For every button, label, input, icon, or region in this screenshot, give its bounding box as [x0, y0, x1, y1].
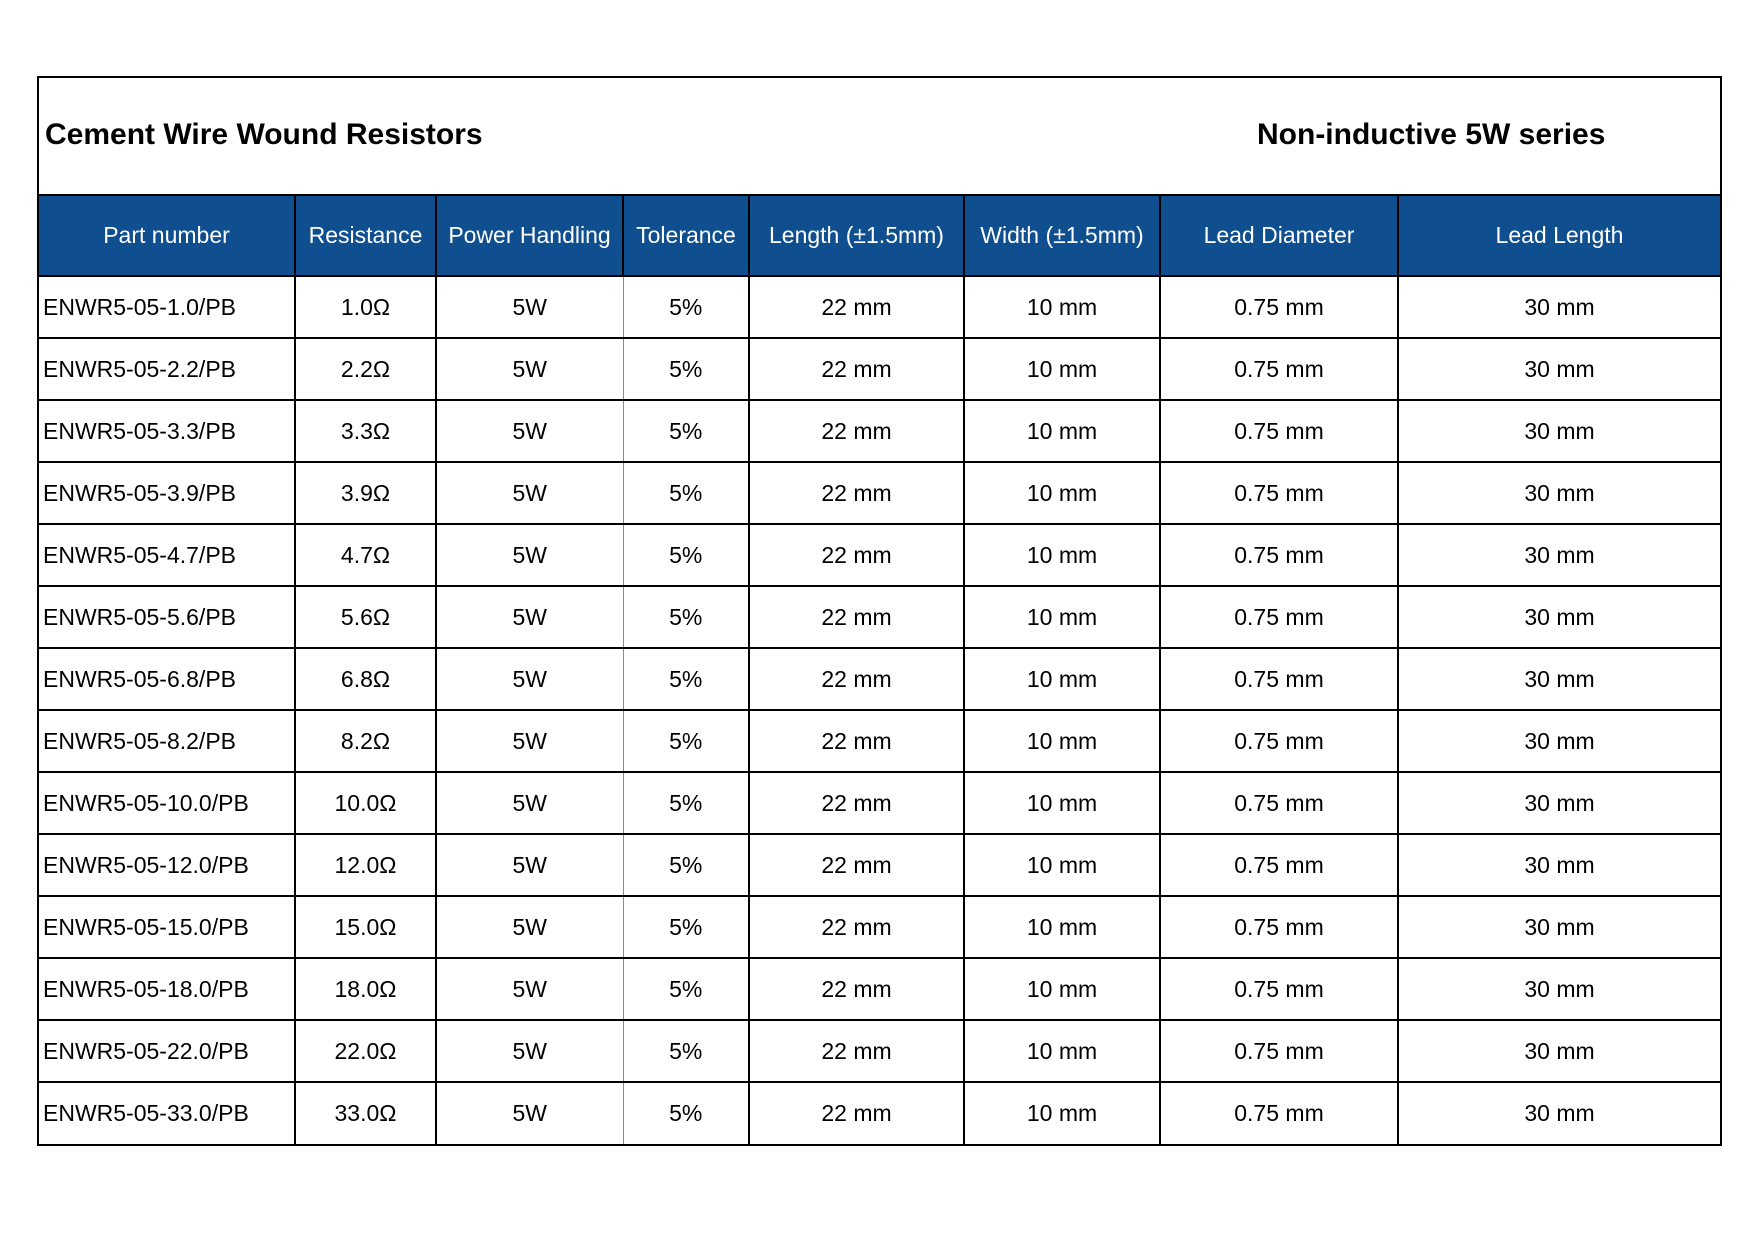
width-cell: 10 mm: [964, 524, 1160, 586]
width-cell: 10 mm: [964, 586, 1160, 648]
lead-length-cell: 30 mm: [1398, 896, 1720, 958]
tolerance-cell: 5%: [623, 1082, 749, 1144]
part-number-cell: ENWR5-05-8.2/PB: [39, 710, 295, 772]
length-cell: 22 mm: [749, 958, 964, 1020]
resistance-cell: 5.6Ω: [295, 586, 436, 648]
lead-diameter-cell: 0.75 mm: [1160, 710, 1398, 772]
width-cell: 10 mm: [964, 648, 1160, 710]
lead-length-cell: 30 mm: [1398, 772, 1720, 834]
width-cell: 10 mm: [964, 338, 1160, 400]
header-part-number: Part number: [39, 196, 295, 276]
tolerance-cell: 5%: [623, 648, 749, 710]
power-cell: 5W: [436, 524, 623, 586]
tolerance-cell: 5%: [623, 462, 749, 524]
table-row: [39, 710, 1720, 772]
lead-length-cell: 30 mm: [1398, 462, 1720, 524]
lead-length-cell: 30 mm: [1398, 338, 1720, 400]
lead-length-cell: 30 mm: [1398, 958, 1720, 1020]
power-cell: 5W: [436, 896, 623, 958]
table-row: [39, 834, 1720, 896]
table-row: [39, 896, 1720, 958]
part-number-cell: ENWR5-05-4.7/PB: [39, 524, 295, 586]
resistance-cell: 15.0Ω: [295, 896, 436, 958]
resistor-spec-sheet: [37, 76, 1722, 1146]
width-cell: 10 mm: [964, 276, 1160, 338]
table-row: [39, 1082, 1720, 1144]
length-cell: 22 mm: [749, 896, 964, 958]
resistance-cell: 1.0Ω: [295, 276, 436, 338]
tolerance-cell: 5%: [623, 772, 749, 834]
table-row: [39, 462, 1720, 524]
lead-diameter-cell: 0.75 mm: [1160, 958, 1398, 1020]
header-power-handling: Power Handling: [436, 196, 623, 276]
part-number-cell: ENWR5-05-3.3/PB: [39, 400, 295, 462]
power-cell: 5W: [436, 338, 623, 400]
header-width: Width (±1.5mm): [964, 196, 1160, 276]
width-cell: 10 mm: [964, 1020, 1160, 1082]
part-number-cell: ENWR5-05-33.0/PB: [39, 1082, 295, 1144]
document-title: Cement Wire Wound Resistors: [45, 118, 483, 151]
header-lead-length: Lead Length: [1398, 196, 1720, 276]
lead-diameter-cell: 0.75 mm: [1160, 586, 1398, 648]
length-cell: 22 mm: [749, 1082, 964, 1144]
header-resistance: Resistance: [295, 196, 436, 276]
header-row: [39, 196, 1720, 276]
power-cell: 5W: [436, 710, 623, 772]
header-tolerance: Tolerance: [623, 196, 749, 276]
length-cell: 22 mm: [749, 1020, 964, 1082]
tolerance-cell: 5%: [623, 276, 749, 338]
lead-length-cell: 30 mm: [1398, 400, 1720, 462]
resistance-cell: 6.8Ω: [295, 648, 436, 710]
resistance-cell: 8.2Ω: [295, 710, 436, 772]
table-body: [39, 276, 1720, 1144]
table-row: [39, 958, 1720, 1020]
lead-length-cell: 30 mm: [1398, 276, 1720, 338]
table-row: [39, 586, 1720, 648]
lead-diameter-cell: 0.75 mm: [1160, 524, 1398, 586]
resistance-cell: 10.0Ω: [295, 772, 436, 834]
table-row: [39, 338, 1720, 400]
power-cell: 5W: [436, 648, 623, 710]
resistance-cell: 2.2Ω: [295, 338, 436, 400]
part-number-cell: ENWR5-05-3.9/PB: [39, 462, 295, 524]
lead-length-cell: 30 mm: [1398, 1020, 1720, 1082]
width-cell: 10 mm: [964, 834, 1160, 896]
title-band: [39, 78, 1720, 196]
lead-length-cell: 30 mm: [1398, 586, 1720, 648]
resistance-cell: 22.0Ω: [295, 1020, 436, 1082]
lead-diameter-cell: 0.75 mm: [1160, 400, 1398, 462]
lead-diameter-cell: 0.75 mm: [1160, 896, 1398, 958]
resistance-cell: 12.0Ω: [295, 834, 436, 896]
part-number-cell: ENWR5-05-12.0/PB: [39, 834, 295, 896]
tolerance-cell: 5%: [623, 1020, 749, 1082]
power-cell: 5W: [436, 958, 623, 1020]
part-number-cell: ENWR5-05-1.0/PB: [39, 276, 295, 338]
width-cell: 10 mm: [964, 710, 1160, 772]
table-row: [39, 772, 1720, 834]
length-cell: 22 mm: [749, 834, 964, 896]
tolerance-cell: 5%: [623, 338, 749, 400]
part-number-cell: ENWR5-05-5.6/PB: [39, 586, 295, 648]
tolerance-cell: 5%: [623, 834, 749, 896]
header-length: Length (±1.5mm): [749, 196, 964, 276]
tolerance-cell: 5%: [623, 710, 749, 772]
lead-diameter-cell: 0.75 mm: [1160, 834, 1398, 896]
power-cell: 5W: [436, 772, 623, 834]
part-number-cell: ENWR5-05-15.0/PB: [39, 896, 295, 958]
lead-diameter-cell: 0.75 mm: [1160, 772, 1398, 834]
width-cell: 10 mm: [964, 1082, 1160, 1144]
width-cell: 10 mm: [964, 400, 1160, 462]
lead-diameter-cell: 0.75 mm: [1160, 462, 1398, 524]
tolerance-cell: 5%: [623, 958, 749, 1020]
power-cell: 5W: [436, 400, 623, 462]
length-cell: 22 mm: [749, 772, 964, 834]
resistance-cell: 3.9Ω: [295, 462, 436, 524]
lead-length-cell: 30 mm: [1524, 1100, 1595, 1126]
power-cell: 5W: [436, 586, 623, 648]
part-number-cell: ENWR5-05-22.0/PB: [39, 1020, 295, 1082]
series-title: Non-inductive 5W series: [1257, 118, 1606, 151]
lead-diameter-cell: 0.75 mm: [1160, 1020, 1398, 1082]
part-number-cell: ENWR5-05-6.8/PB: [39, 648, 295, 710]
part-number-cell: ENWR5-05-2.2/PB: [39, 338, 295, 400]
power-cell: 5W: [436, 1020, 623, 1082]
lead-diameter-cell: 0.75 mm: [1160, 338, 1398, 400]
power-cell: 5W: [436, 276, 623, 338]
length-cell: 22 mm: [749, 276, 964, 338]
width-cell: 10 mm: [964, 772, 1160, 834]
width-cell: 10 mm: [964, 958, 1160, 1020]
width-cell: 10 mm: [964, 896, 1160, 958]
length-cell: 22 mm: [749, 400, 964, 462]
length-cell: 22 mm: [749, 462, 964, 524]
table-row: [39, 648, 1720, 710]
table-row: [39, 1020, 1720, 1082]
length-cell: 22 mm: [749, 338, 964, 400]
lead-diameter-cell: 0.75 mm: [1160, 648, 1398, 710]
tolerance-cell: 5%: [623, 400, 749, 462]
part-number-cell: ENWR5-05-18.0/PB: [39, 958, 295, 1020]
resistance-cell: 18.0Ω: [295, 958, 436, 1020]
tolerance-cell: 5%: [623, 586, 749, 648]
resistance-cell: 4.7Ω: [295, 524, 436, 586]
length-cell: 22 mm: [749, 524, 964, 586]
power-cell: 5W: [436, 834, 623, 896]
resistance-cell: 3.3Ω: [295, 400, 436, 462]
lead-length-cell: 30 mm: [1398, 524, 1720, 586]
lead-length-cell: 30 mm: [1398, 834, 1720, 896]
width-cell: 10 mm: [964, 462, 1160, 524]
spec-table: [39, 196, 1720, 1144]
power-cell: 5W: [436, 462, 623, 524]
resistance-cell: 33.0Ω: [295, 1082, 436, 1144]
length-cell: 22 mm: [749, 648, 964, 710]
lead-diameter-cell: 0.75 mm: [1160, 1082, 1398, 1144]
power-cell: 5W: [436, 1082, 623, 1144]
lead-diameter-cell: 0.75 mm: [1160, 276, 1398, 338]
lead-length-cell: 30 mm: [1398, 710, 1720, 772]
header-lead-diameter: Lead Diameter: [1160, 196, 1398, 276]
tolerance-cell: 5%: [623, 524, 749, 586]
table-row: [39, 276, 1720, 338]
length-cell: 22 mm: [749, 710, 964, 772]
length-cell: 22 mm: [749, 586, 964, 648]
table-row: [39, 400, 1720, 462]
lead-length-cell: 30 mm: [1398, 648, 1720, 710]
table-row: [39, 524, 1720, 586]
part-number-cell: ENWR5-05-10.0/PB: [39, 772, 295, 834]
tolerance-cell: 5%: [623, 896, 749, 958]
